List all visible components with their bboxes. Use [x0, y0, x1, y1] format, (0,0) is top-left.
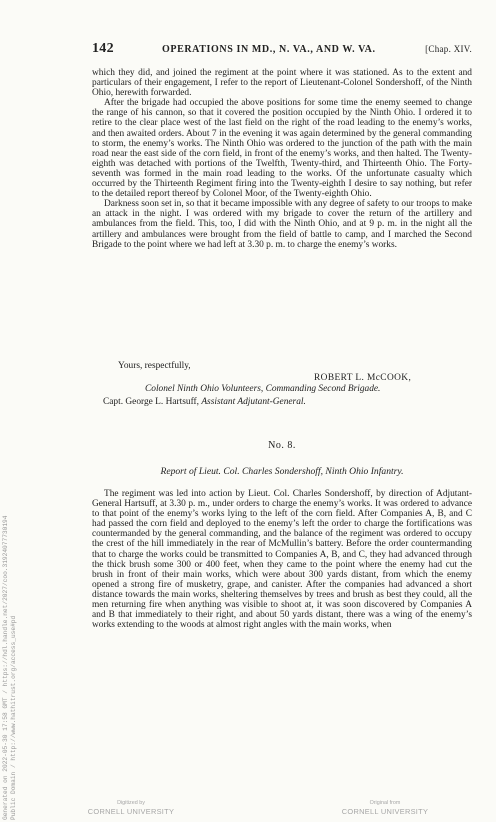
addressee-name: Capt. George L. Hartsuff,: [103, 397, 199, 407]
addressee: [103, 397, 473, 408]
signature-title: Colonel Ninth Ohio Volunteers, Commanding Second Brigade.: [145, 384, 381, 394]
document-number: No. 8.: [268, 440, 296, 451]
footer-right-institution: CORNELL UNIVERSITY: [341, 807, 429, 816]
paragraph: After the brigade had occupied the above positions for some time the enemy seemed to change the range of his cannon, so that it covered the position occupied by the Ninth Ohio. I ordered it to retire to the clear place west of the last field on the right of the road leading to the enemy’s works, and then awaited orders. About 7 in the evening it was again determined by the general commanding to storm, the enemy’s works. The Ninth Ohio was ordered to the junction of the path with the main road near the east side of the corn field, in front of the enemy’s works, and then halted. The Twenty-eighth was detached with portions of the Twelfth, Twenty-third, and Thirteenth Ohio. The Forty-seventh was formed in the main road leading to the works. Of the unfortunate casualty which occurred by the Thirteenth Regiment firing into the Twenty-eighth I desire to say nothing, but refer to the detailed report thereof by Colonel Moor, of the Twenty-eighth Ohio.: [92, 98, 472, 200]
footer-left-institution: CORNELL UNIVERSITY: [87, 807, 175, 816]
running-title: OPERATIONS IN MD., N. VA., AND W. VA.: [162, 44, 376, 55]
paragraph: The regiment was led into action by Lieut. Col. Charles Sondershoff, by direction of Adjutant-General Hartsuff, at 3.30 p. m., under orders to charge the enemy’s works. It was ordered to advance to that point of the enemy’s works lying to the left of the corn field. After Companies A, B, and C had passed the corn field and deployed to the enemy’s left the order to charge the fortifications was countermanded by the general commanding, and the balance of the regiment was ordered to occupy the crest of the hill immediately in the rear of McMullin’s battery. Before the order countermanding that to charge the works could be transmitted to Companies A, B, and C, they had advanced through the thick brush some 300 or 400 feet, when they came to the point where the enemy had cut the brush in front of their main works, which were about 300 yards distant, from which the enemy opened a strong fire of musketry, grape, and canister. After the companies had advanced a short distance towards the main works, sheltering themselves by trees and brush as best they could, all the men returning fire when anything was visible to shoot at, it was soon discovered by Companies A and B that immediately to their right, and about 50 yards distant, there was a wing of the enemy’s works extending to the woods at almost right angles with the main works, when: [92, 489, 472, 631]
footer-right-caption: Original from: [369, 800, 401, 806]
signature-name: ROBERT L. McCOOK,: [314, 373, 412, 383]
report-continuation: [92, 68, 472, 250]
footer-digitized-by: [76, 800, 186, 816]
closing-salutation: Yours, respectfully,: [118, 361, 191, 371]
hathitrust-stamp: [2, 516, 17, 820]
report-title: Report of Lieut. Col. Charles Sondershoff, Ninth Ohio Infantry.: [160, 466, 404, 477]
page-header: [92, 41, 472, 58]
footer-original-from: [330, 800, 440, 816]
report-body: [92, 489, 472, 630]
chapter-label: [Chap. XIV.: [425, 44, 472, 54]
stamp-line-1: Generated on 2022-05-30 17:58 GMT / https://hdl.handle.net/2027/coo.31924077730194: [2, 515, 9, 820]
stamp-line-2: Public Domain / http://www.hathitrust.org/access_use#pd: [9, 615, 17, 820]
page-number: 142: [92, 41, 114, 56]
paragraph: Darkness soon set in, so that it became impossible with any degree of safety to our troops to make an attack in the night. I was ordered with my brigade to cover the return of the artillery and ambulances from the field. This, too, I did with the Ninth Ohio, and at 9 p. m. in the night all the artillery and ambulances were brought from the field of battle to camp, and I marched the Second Brigade to the point where we had left at 3.30 p. m. to charge the enemy’s works.: [92, 199, 472, 250]
footer-left-caption: Digitized by: [117, 800, 145, 806]
paragraph: which they did, and joined the regiment at the point where it was stationed. As to the extent and particulars of their engagement, I refer to the report of Lieutenant-Colonel Sondershoff, of the Ninth Ohio, herewith forwarded.: [92, 68, 472, 99]
addressee-title: Assistant Adjutant-General.: [201, 397, 306, 407]
